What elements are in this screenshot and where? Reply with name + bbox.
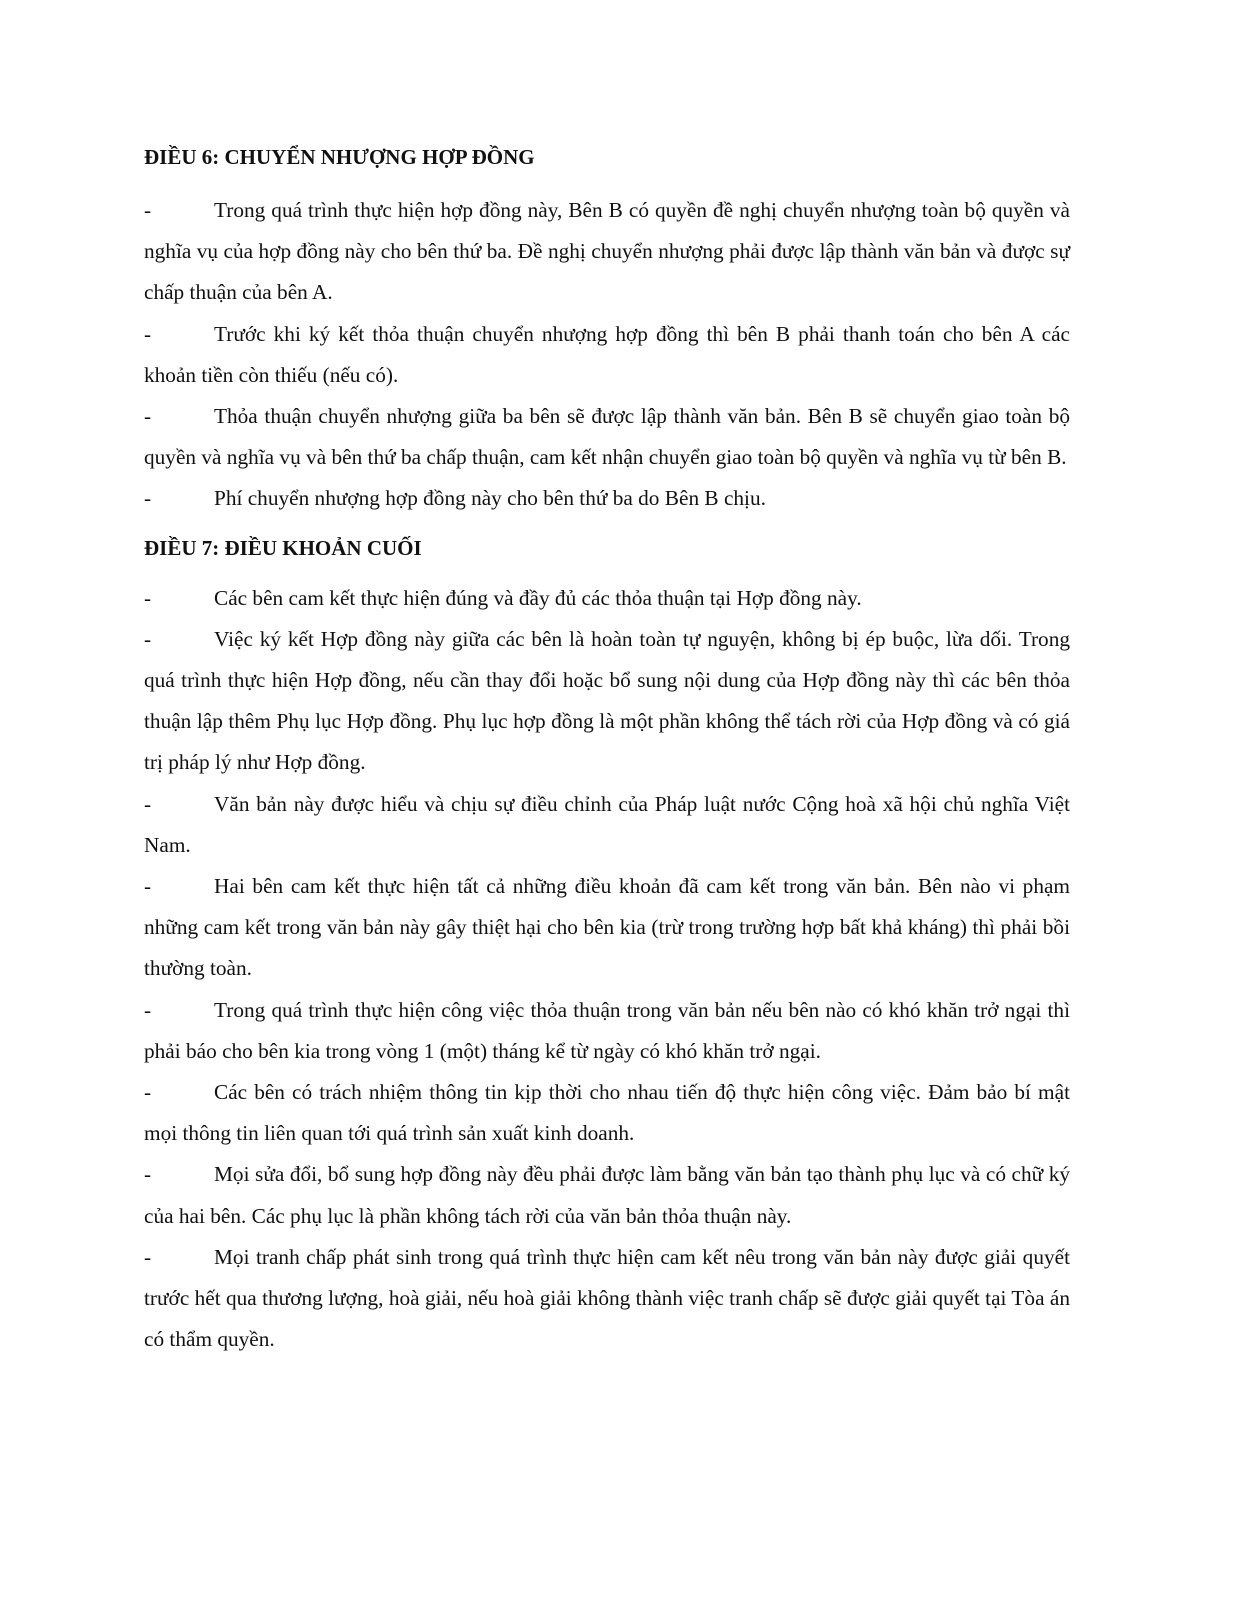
item-text: Các bên có trách nhiệm thông tin kịp thời cho nhau tiến độ thực hiện công việc. Đảm bảo bí mật mọi thông tin liên quan tới quá trình sản xuất kinh doanh.: [144, 1080, 1070, 1146]
article-7-item: [144, 784, 1070, 866]
article-6-item: [144, 314, 1070, 396]
item-text: Các bên cam kết thực hiện đúng và đầy đủ các thỏa thuận tại Hợp đồng này.: [214, 585, 862, 610]
bullet-dash: -: [144, 321, 152, 346]
item-text: Mọi tranh chấp phát sinh trong quá trình thực hiện cam kết nêu trong văn bản này được giải quyết trước hết qua thương lượng, hoà giải, nếu hoà giải không thành việc tranh chấp sẽ được giải quyết tại Tòa án có thẩm quyền.: [144, 1244, 1070, 1352]
bullet-dash: -: [144, 874, 152, 899]
article-6-item: [144, 190, 1070, 314]
article-7-item: [144, 866, 1070, 990]
article-7-item: [144, 1072, 1070, 1154]
bullet-dash: -: [144, 1162, 152, 1187]
bullet-dash: -: [144, 1244, 152, 1269]
item-text: Phí chuyển nhượng hợp đồng này cho bên thứ ba do Bên B chịu.: [214, 486, 766, 511]
article-7-item: [144, 990, 1070, 1072]
bullet-dash: -: [144, 1080, 152, 1105]
item-text: Trong quá trình thực hiện công việc thỏa thuận trong văn bản nếu bên nào có khó khăn trở ngại thì phải báo cho bên kia trong vòng 1 (một) tháng kể từ ngày có khó khăn trở ngại.: [144, 997, 1070, 1063]
article-6-item: [144, 396, 1070, 478]
bullet-dash: -: [144, 791, 152, 816]
item-text: Trong quá trình thực hiện hợp đồng này, Bên B có quyền đề nghị chuyển nhượng toàn bộ quyền và nghĩa vụ của hợp đồng này cho bên thứ ba. Đề nghị chuyển nhượng phải được lập thành văn bản và được sự chấp thuận của bên A.: [144, 198, 1070, 305]
bullet-dash: -: [144, 198, 152, 222]
article-7-item: [144, 1154, 1070, 1236]
article-7-section: [144, 534, 1070, 1361]
article-7-heading: ĐIỀU 7: ĐIỀU KHOẢN CUỐI: [144, 535, 422, 560]
bullet-dash: -: [144, 404, 152, 429]
bullet-dash: -: [144, 626, 152, 651]
document-page: [144, 143, 1070, 1360]
article-7-item: [144, 578, 1070, 619]
item-text: Mọi sửa đổi, bổ sung hợp đồng này đều phải được làm bằng văn bản tạo thành phụ lục và có chữ ký của hai bên. Các phụ lục là phần không tách rời của văn bản thỏa thuận này.: [144, 1162, 1070, 1228]
article-6-section: [144, 143, 1070, 520]
bullet-dash: -: [144, 585, 152, 610]
article-6-item: [144, 478, 1070, 519]
item-text: Việc ký kết Hợp đồng này giữa các bên là hoàn toàn tự nguyện, không bị ép buộc, lừa dối. Trong quá trình thực hiện Hợp đồng, nếu cần thay đổi hoặc bổ sung nội dung của Hợp đồng này thì các bên thỏa thuận lập thêm Phụ lục Hợp đồng. Phụ lục hợp đồng là một phần không thể tách rời của Hợp đồng và có giá trị pháp lý như Hợp đồng.: [144, 626, 1070, 775]
bullet-dash: -: [144, 997, 152, 1022]
item-text: Hai bên cam kết thực hiện tất cả những điều khoản đã cam kết trong văn bản. Bên nào vi phạm những cam kết trong văn bản này gây thiệt hại cho bên kia (trừ trong trường hợp bất khả kháng) thì phải bồi thường toàn.: [144, 874, 1070, 981]
item-text: Trước khi ký kết thỏa thuận chuyển nhượng hợp đồng thì bên B phải thanh toán cho bên A các khoản tiền còn thiếu (nếu có).: [144, 321, 1070, 387]
article-7-item: [144, 619, 1070, 784]
item-text: Thỏa thuận chuyển nhượng giữa ba bên sẽ được lập thành văn bản. Bên B sẽ chuyển giao toàn bộ quyền và nghĩa vụ và bên thứ ba chấp thuận, cam kết nhận chuyển giao toàn bộ quyền và nghĩa vụ từ bên B.: [144, 404, 1070, 470]
article-6-heading: ĐIỀU 6: CHUYỂN NHƯỢNG HỢP ĐỒNG: [144, 145, 535, 169]
bullet-dash: -: [144, 486, 152, 511]
item-text: Văn bản này được hiểu và chịu sự điều chỉnh của Pháp luật nước Cộng hoà xã hội chủ nghĩa Việt Nam.: [144, 791, 1070, 857]
article-7-item: [144, 1237, 1070, 1361]
